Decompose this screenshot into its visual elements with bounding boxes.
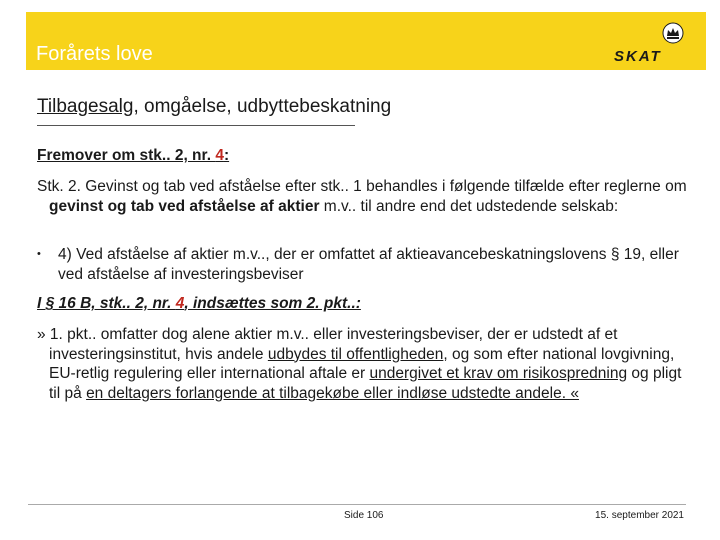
- bullet-marker: •: [37, 248, 41, 260]
- header-bar: [26, 12, 706, 70]
- subtitle-rest: , omgåelse, udbyttebeskatning: [133, 96, 392, 117]
- section1-heading-number: 4: [215, 147, 224, 164]
- quote-text-1: » 1. pkt.. omfatter dog alene aktier m.v.. eller investeringsbeviser, der er udstedt af et investeringsinstitut, hvis andele: [37, 326, 618, 363]
- section1-heading-colon: :: [223, 147, 230, 164]
- quote-underlined-1: udbydes til offentligheden: [267, 345, 444, 363]
- stk2-paragraph: [37, 177, 689, 216]
- section2-heading-rest: , indsættes som 2. pkt..:: [184, 295, 361, 312]
- section1-heading: [37, 146, 677, 166]
- stk2-text-bold: gevinst og tab ved afståelse af aktier: [49, 197, 320, 215]
- slide-subtitle: [37, 95, 391, 119]
- bullet-text: 4) Ved afståelse af aktier m.v.., der er omfattet af aktieavancebeskatningslovens § 19, eller ved afståelse af investeringsbeviser: [58, 246, 679, 283]
- header-title: Forårets love: [36, 43, 153, 65]
- quote-underlined-3: en deltagers forlangende at tilbagekøbe eller indløse udstedte andele. «: [86, 384, 579, 402]
- skat-logo: [614, 22, 684, 66]
- footer-date: 15. september 2021: [595, 510, 684, 521]
- section2-heading: [37, 294, 677, 314]
- quote-underlined-2: undergivet et krav om risikospredning: [369, 365, 628, 382]
- section1-heading-text: Fremover om stk.. 2, nr.: [37, 147, 216, 164]
- footer-divider: [28, 504, 686, 505]
- subtitle-divider: [37, 125, 355, 126]
- quote-paragraph: [37, 325, 689, 403]
- crown-icon: [662, 22, 684, 44]
- page-number: Side 106: [344, 510, 384, 521]
- stk2-text-3: m.v.. til andre end det udstedende selskab:: [319, 197, 619, 215]
- section2-heading-text: I § 16 B, stk.. 2, nr.: [37, 295, 176, 312]
- section2-heading-number: 4: [175, 295, 185, 312]
- subtitle-underlined: Tilbagesalg: [37, 96, 134, 117]
- logo-text: SKAT: [614, 48, 662, 65]
- stk2-text-1: Stk. 2. Gevinst og tab ved afståelse efter stk.. 1 behandles i følgende tilfælde efter reglerne om: [37, 178, 687, 195]
- bullet-item: [37, 245, 687, 284]
- quote-text-3: , og som efter national lovgivning, EU-retlig regulering eller international aftale er: [49, 345, 675, 382]
- quote-text-5: og pligt til på: [49, 365, 682, 402]
